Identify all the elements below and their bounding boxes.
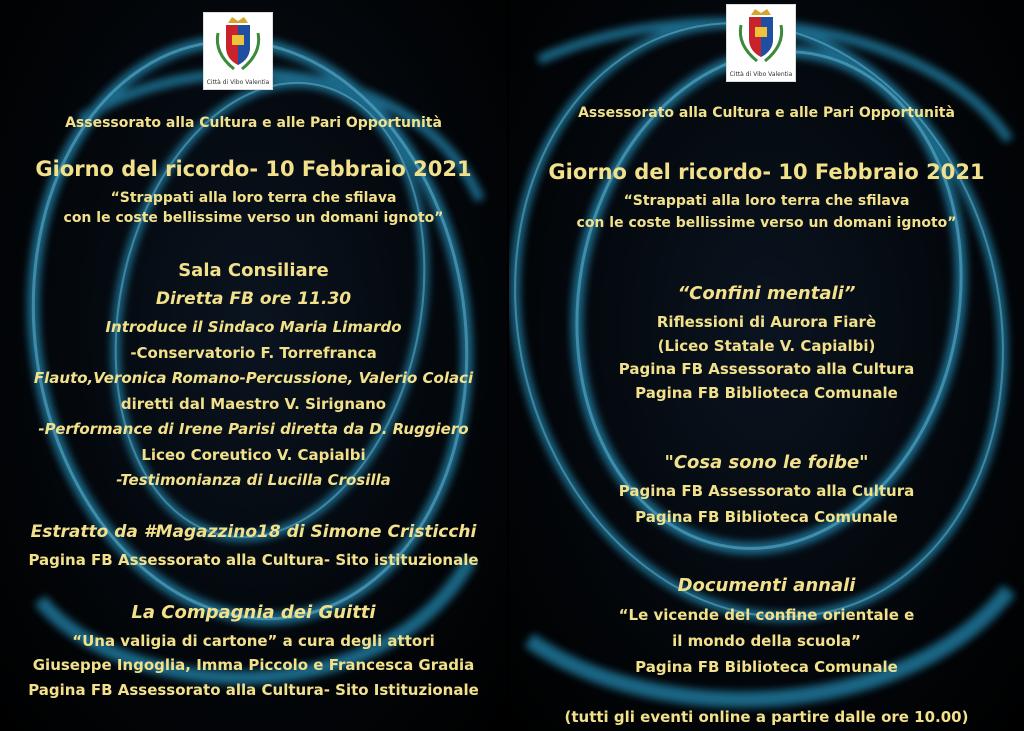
vicende-line-2: il mondo della scuola” [672,632,861,650]
crest-icon [204,13,272,75]
testimonianza-text: -Testimonianza di Lucilla Crosilla [116,471,391,489]
estratto-heading: Estratto da #Magazzino18 di Simone Cristicchi [30,522,477,542]
pagina-fb-biblioteca-1: Pagina FB Biblioteca Comunale [635,384,898,402]
pagina-fb-sito-1: Pagina FB Assessorato alla Cultura- Sito istituzionale [28,551,479,569]
footer-note: (tutti gli eventi online a partire dalle ore 10.00) [564,708,969,726]
assessorato-heading: Assessorato alla Cultura e alle Pari Opportunità [65,115,442,131]
pagina-fb-sito-2: Pagina FB Assessorato alla Cultura- Sito Istituzionale [28,681,479,699]
quote-line-1: “Strappati alla loro terra che sfilava [110,190,397,206]
conservatorio-text: -Conservatorio F. Torrefranca [130,344,377,362]
event-title: Giorno del ricordo- 10 Febbraio 2021 [548,160,985,184]
diretta-fb-time: Diretta FB ore 11.30 [155,289,352,309]
liceo-statale-text: (Liceo Statale V. Capialbi) [657,337,876,355]
crest-icon [727,5,795,67]
valigia-text: “Una valigia di cartone” a cura degli attori [72,632,435,650]
city-coat-of-arms-logo [726,4,796,82]
liceo-coreutico-text: Liceo Coreutico V. Capialbi [141,446,366,464]
confini-mentali-heading: “Confini mentali” [677,283,856,304]
actors-text: Giuseppe Ingoglia, Imma Piccolo e Francesca Gradia [32,656,475,674]
performers-text: Flauto,Veronica Romano-Percussione, Valerio Colaci [33,369,474,387]
left-poster [0,0,507,731]
logo-caption: Città di Vibo Valentia [206,79,270,86]
sala-consiliare-heading: Sala Consiliare [178,260,329,281]
pagina-fb-biblioteca-3: Pagina FB Biblioteca Comunale [635,658,898,676]
quote-line-2: con le coste bellissime verso un domani ignoto” [576,215,957,231]
directed-by-text: diretti dal Maestro V. Sirignano [120,395,387,413]
city-coat-of-arms-logo [203,12,273,90]
documenti-annali-heading: Documenti annali [677,575,856,596]
compagnia-heading: La Compagnia dei Guitti [131,602,376,623]
introduce-text: Introduce il Sindaco Maria Limardo [105,318,402,336]
pagina-fb-biblioteca-2: Pagina FB Biblioteca Comunale [635,508,898,526]
cosa-sono-le-foibe-heading: "Cosa sono le foibe" [664,452,869,473]
assessorato-heading: Assessorato alla Cultura e alle Pari Opportunità [578,105,955,121]
logo-caption: Città di Vibo Valentia [729,71,793,78]
quote-line-2: con le coste bellissime verso un domani ignoto” [63,210,444,226]
performance-text: -Performance di Irene Parisi diretta da D. Ruggiero [38,420,469,438]
event-title: Giorno del ricordo- 10 Febbraio 2021 [35,157,472,181]
pagina-fb-cultura-1: Pagina FB Assessorato alla Cultura [618,360,915,378]
right-poster [509,0,1024,731]
riflessioni-text: Riflessioni di Aurora Fiarè [656,313,877,331]
vicende-line-1: “Le vicende del confine orientale e [618,606,915,624]
pagina-fb-cultura-2: Pagina FB Assessorato alla Cultura [618,482,915,500]
quote-line-1: “Strappati alla loro terra che sfilava [623,193,910,209]
